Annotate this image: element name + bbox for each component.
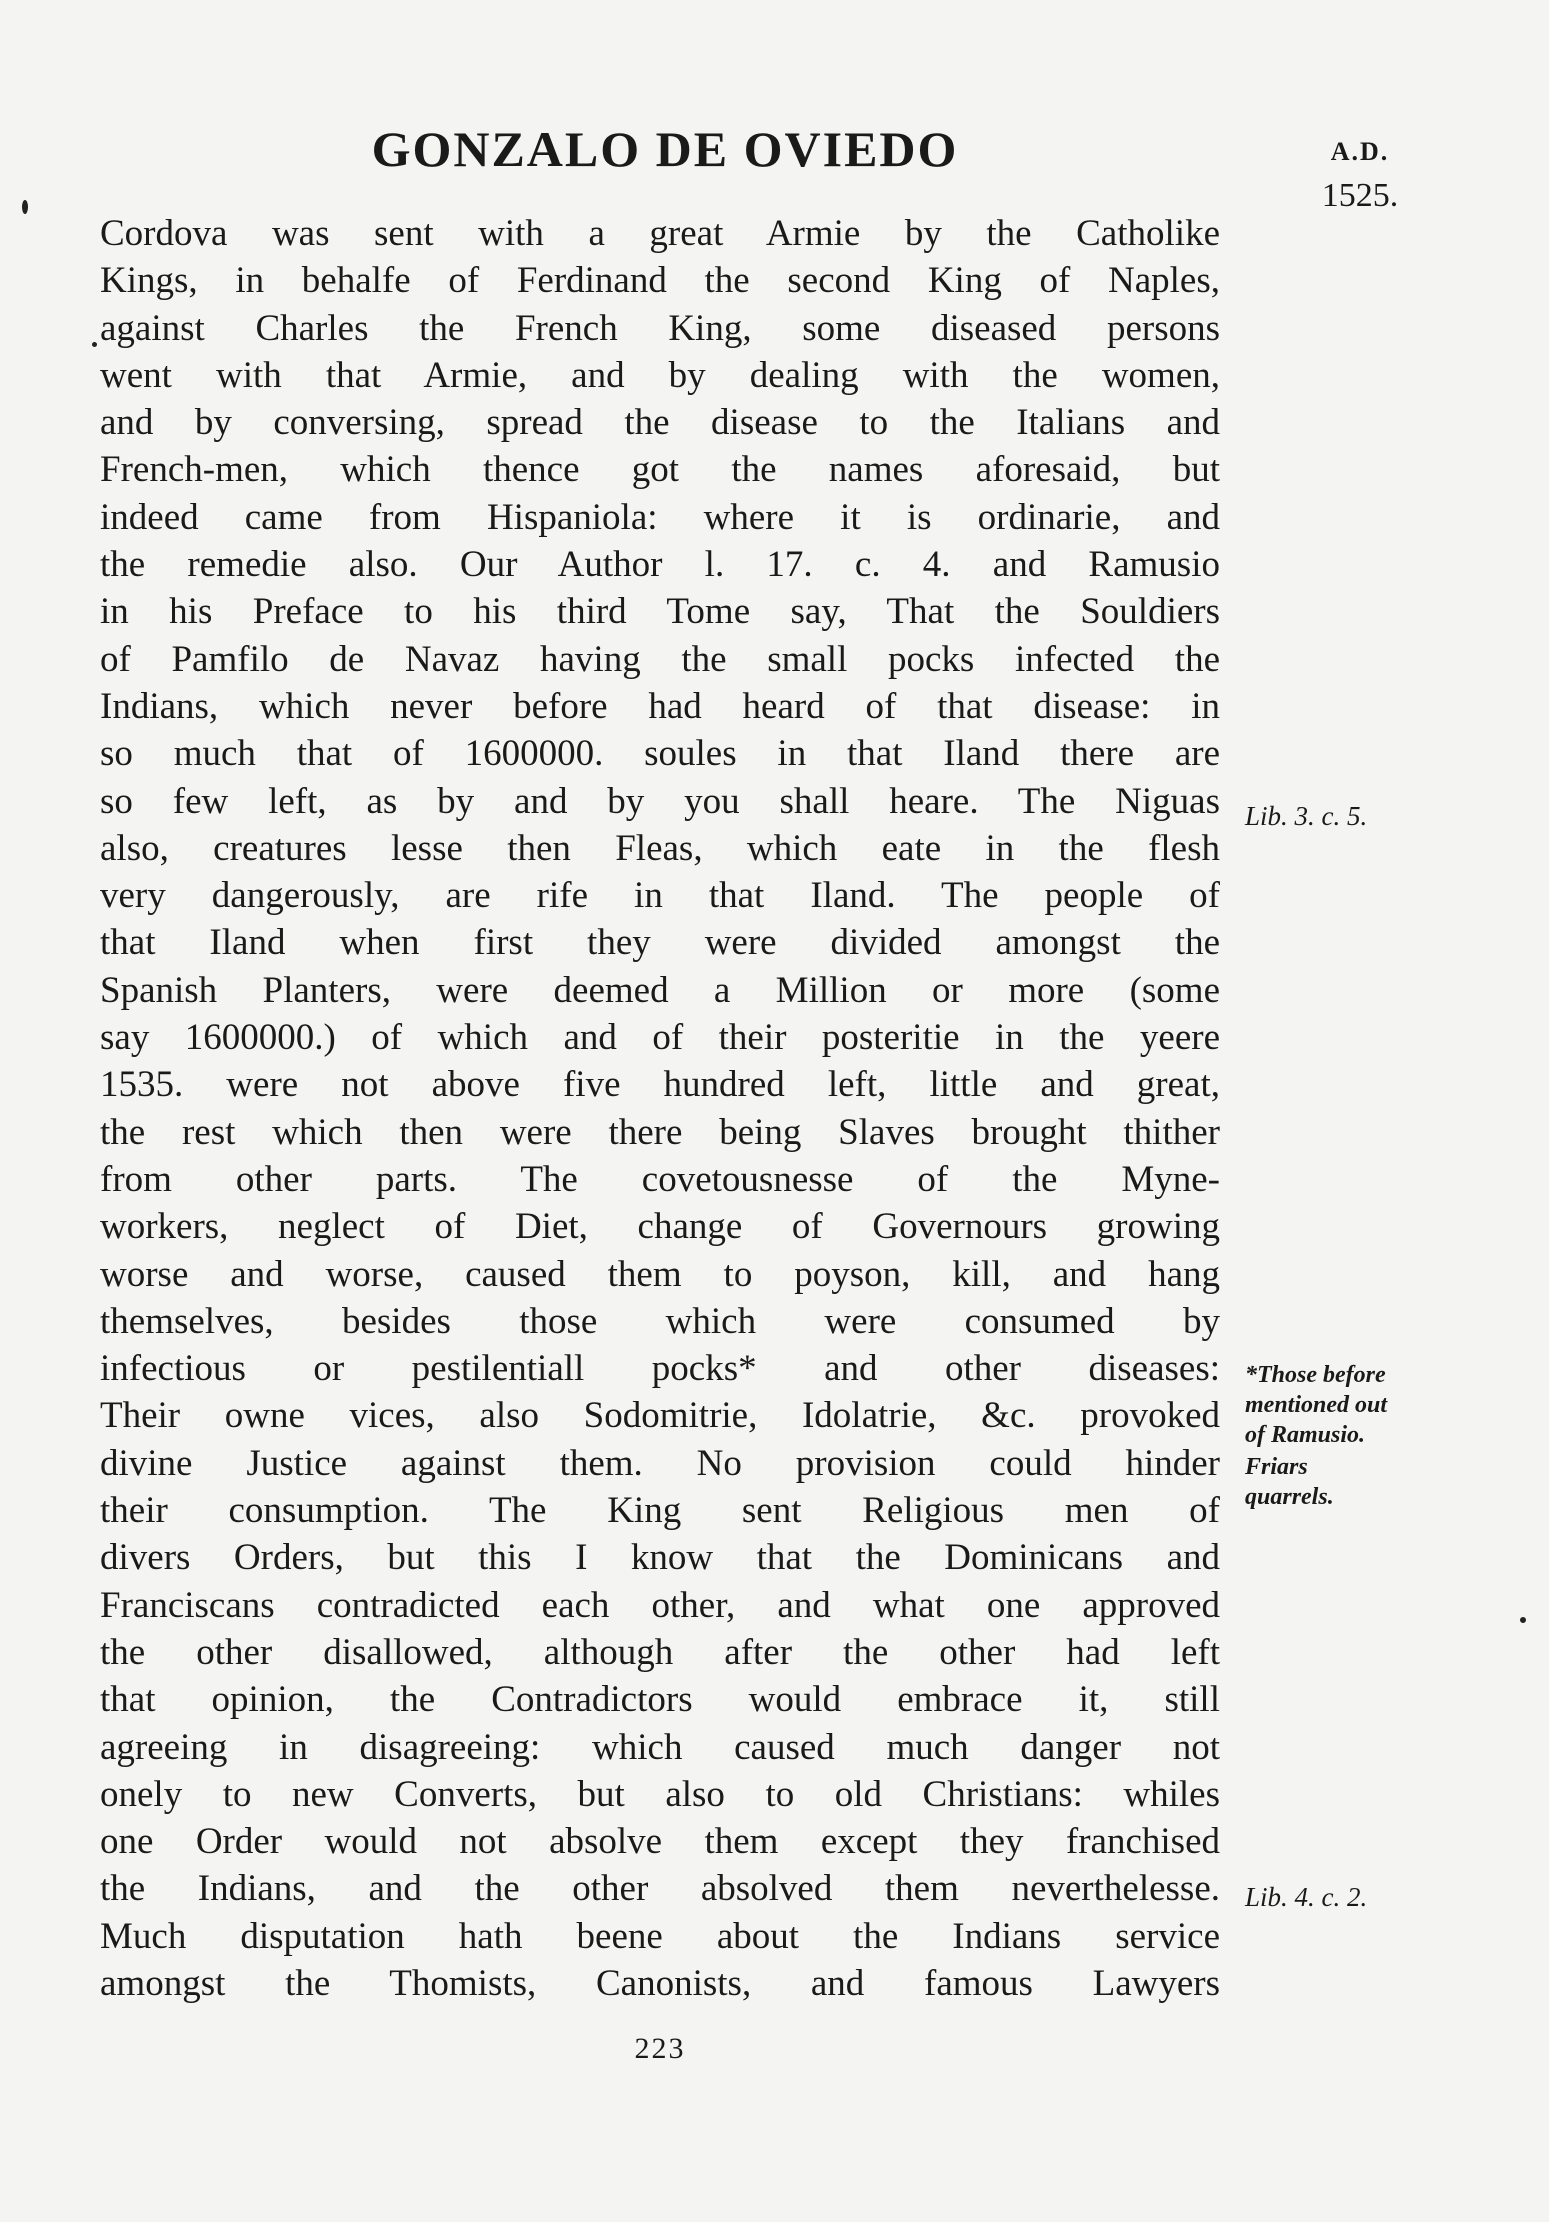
text-line: workers, neglect of Diet, change of Governours growing bbox=[100, 1206, 1220, 1248]
text-line: Much disputation hath beene about the Indians service bbox=[100, 1915, 1220, 1957]
running-head: GONZALO DE OVIEDO bbox=[371, 121, 959, 177]
margin-note-lib-4: Lib. 4. c. 2. bbox=[1245, 1882, 1368, 1912]
margin-note-line: quarrels. bbox=[1245, 1484, 1334, 1510]
ink-speck bbox=[1520, 1617, 1526, 1623]
text-line: their consumption. The King sent Religious men of bbox=[100, 1490, 1220, 1532]
margin-note-ramusio bbox=[1245, 1360, 1445, 1450]
text-line: that Iland when first they were divided amongst the bbox=[100, 922, 1220, 964]
text-line: one Order would not absolve them except they franchised bbox=[100, 1821, 1220, 1863]
text-line: divers Orders, but this I know that the Dominicans and bbox=[100, 1537, 1220, 1579]
text-line: Their owne vices, also Sodomitrie, Idolatrie, &c. provoked bbox=[100, 1395, 1220, 1437]
year-label: 1525. bbox=[1321, 177, 1399, 214]
text-line: so few left, as by and by you shall heare. The Niguas bbox=[100, 780, 1220, 822]
margin-note-line: of Ramusio. bbox=[1245, 1422, 1366, 1448]
margin-note-line: Friars bbox=[1245, 1454, 1308, 1480]
text-line: Spanish Planters, were deemed a Million or more (some bbox=[100, 969, 1220, 1011]
text-line: infectious or pestilentiall pocks* and other diseases: bbox=[100, 1348, 1220, 1390]
text-line: that opinion, the Contradictors would embrace it, still bbox=[100, 1679, 1220, 1721]
text-line: and by conversing, spread the disease to the Italians and bbox=[100, 402, 1220, 444]
text-line: the other disallowed, although after the other had left bbox=[100, 1631, 1220, 1673]
text-line: went with that Armie, and by dealing with the women, bbox=[100, 354, 1220, 396]
text-line: so much that of 1600000. soules in that Iland there are bbox=[100, 733, 1220, 775]
text-line: in his Preface to his third Tome say, That the Souldiers bbox=[100, 591, 1220, 633]
margin-note-line: *Those before bbox=[1245, 1362, 1386, 1388]
year-sidenote bbox=[1300, 130, 1420, 218]
text-line: the Indians, and the other absolved them neverthelesse. bbox=[100, 1868, 1220, 1910]
text-line: against Charles the French King, some diseased persons bbox=[100, 307, 1220, 349]
text-line: from other parts. The covetousnesse of the Myne- bbox=[100, 1158, 1220, 1200]
margin-note-friars bbox=[1245, 1452, 1445, 1512]
text-line: onely to new Converts, but also to old Christians: whiles bbox=[100, 1773, 1220, 1815]
text-line: the rest which then were there being Slaves brought thither bbox=[100, 1111, 1220, 1153]
text-line: very dangerously, are rife in that Iland. The people of bbox=[100, 875, 1220, 917]
ink-speck bbox=[92, 342, 97, 347]
text-line: Franciscans contradicted each other, and what one approved bbox=[100, 1584, 1220, 1626]
text-line: Kings, in behalfe of Ferdinand the second King of Naples, bbox=[100, 260, 1220, 302]
margin-note-line: mentioned out bbox=[1245, 1392, 1388, 1418]
page-number: 223 bbox=[634, 2032, 686, 2065]
text-line: say 1600000.) of which and of their posteritie in the yeere bbox=[100, 1017, 1220, 1059]
text-line: indeed came from Hispaniola: where it is ordinarie, and bbox=[100, 496, 1220, 538]
text-line: of Pamfilo de Navaz having the small pocks infected the bbox=[100, 638, 1220, 680]
text-line: amongst the Thomists, Canonists, and famous Lawyers bbox=[100, 1962, 1220, 2004]
margin-note-lib-3: Lib. 3. c. 5. bbox=[1245, 801, 1368, 831]
body-text bbox=[100, 210, 1220, 2007]
text-line: French-men, which thence got the names aforesaid, but bbox=[100, 449, 1220, 491]
text-line: also, creatures lesse then Fleas, which eate in the flesh bbox=[100, 827, 1220, 869]
text-line: themselves, besides those which were consumed by bbox=[100, 1300, 1220, 1342]
text-line: divine Justice against them. No provision could hinder bbox=[100, 1442, 1220, 1484]
text-line: worse and worse, caused them to poyson, kill, and hang bbox=[100, 1253, 1220, 1295]
ink-speck bbox=[22, 200, 28, 214]
era-label: A.D. bbox=[1330, 137, 1390, 166]
text-line: 1535. were not above five hundred left, little and great, bbox=[100, 1064, 1220, 1106]
text-line: Cordova was sent with a great Armie by the Catholike bbox=[100, 213, 1220, 254]
text-line: Indians, which never before had heard of that disease: in bbox=[100, 685, 1220, 727]
text-line: agreeing in disagreeing: which caused much danger not bbox=[100, 1726, 1220, 1768]
text-line: the remedie also. Our Author l. 17. c. 4. and Ramusio bbox=[100, 544, 1220, 586]
